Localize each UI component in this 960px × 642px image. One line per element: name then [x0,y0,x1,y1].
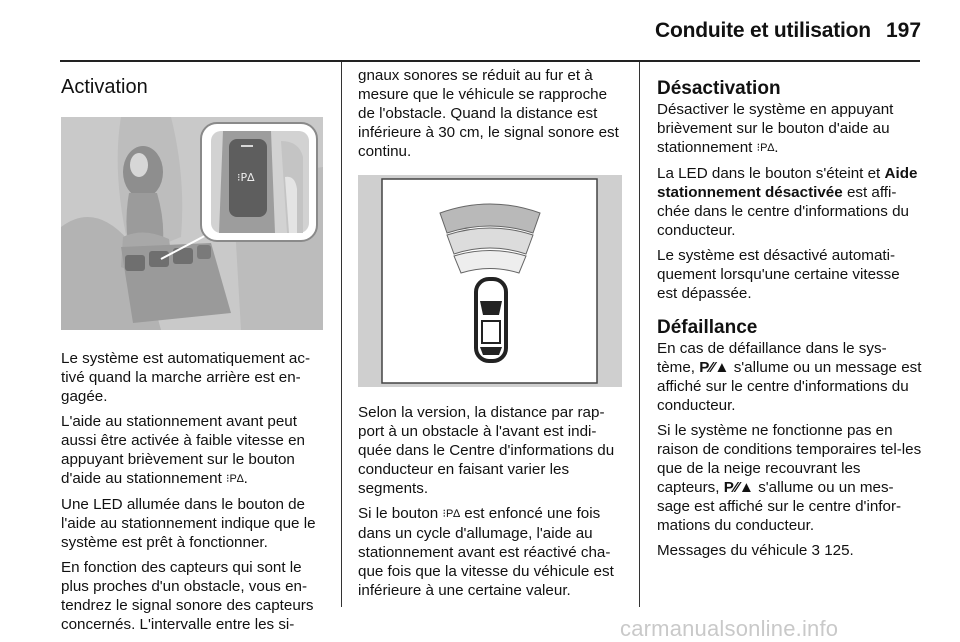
paragraph-auto-activation: Le système est automatiquement ac-tivé quand la marche arrière est en-gagée. [61,350,311,405]
page-number: 197 [886,19,922,42]
svg-text:⁝P∆: ⁝P∆ [237,171,255,184]
paragraph-signal-interval: gnaux sonores se réduit au fur et à mesure que le véhicule se rapproche de l'obstacle. Quand la distance est inférieure à 30 cm, le signal sonore est continu. [358,67,619,160]
section-heading-activation: Activation [61,76,148,98]
paragraph-failure-message: En cas de défaillance dans le sys-tème, P⁄⁄▲ s'allume ou un message est affiché sur le centre d'informations du conducteur. [657,340,922,414]
paragraph-auto-deactivation: Le système est désactivé automati-quement lorsqu'une certaine vitesse est dépassée. [657,247,900,302]
paragraph-deactivate-button: Désactiver le système en appuyant brièvement sur le bouton d'aide au stationnement ⁝P∆. [657,101,894,156]
watermark: carmanualsonline.info [620,616,839,641]
column-divider-1 [341,62,342,607]
column-3 [657,78,923,566]
paragraph-front-activation: L'aide au stationnement avant peut aussi être activée à faible vitesse en appuyant brièvement sur le bouton d'aide au stationnement ⁝P∆. [61,413,305,487]
center-console-illustration [61,117,323,330]
section-heading-failure: Défaillance [657,317,758,338]
page-reference-arrow-icon: 3 [811,542,820,559]
park-assist-warning-icon: P⁄⁄▲ [723,479,754,496]
column-divider-2 [639,62,640,607]
paragraph-temporary-conditions: Si le système ne fonctionne pas en raison de conditions temporaires tel-les que de la neige recouvrant les capteurs, P⁄⁄▲ s'allume ou un mes-sage est affiché sur le centre d'infor-mations du conducteur. [657,422,922,534]
paragraph-led-off: La LED dans le bouton s'éteint et Aide stationnement désactivée est affi-chée dans le centre d'informations du conducteur. [657,165,918,239]
paragraph-reactivation: Si le bouton ⁝P∆ est enfoncé une fois dans un cycle d'allumage, l'aide au stationnement avant est réactivé cha-que fois que la vitesse du véhicule est inférieure à une certaine valeur. [358,505,614,599]
paragraph-sensor-signal: En fonction des capteurs qui sont le plus proches d'un obstacle, vous en-tendrez le signal sonore des capteurs concernés. L'intervalle entre les si- [61,559,314,633]
park-assist-button-icon: ⁝P∆ [442,508,461,520]
header-divider [60,60,920,62]
page-reference-link[interactable]: 125. [824,542,854,559]
section-heading-deactivation: Désactivation [657,78,781,99]
park-assist-warning-icon: P⁄⁄▲ [699,359,730,376]
paragraph-vehicle-messages-ref: Messages du véhicule 3 125. [657,542,854,559]
column-2 [358,66,624,606]
page-header-title: Conduite et utilisation [655,19,871,42]
park-assist-button-icon: ⁝P∆ [226,473,244,485]
paragraph-distance-display: Selon la version, la distance par rap-port à un obstacle à l'avant est indi-quée dans le Centre d'informations du conducteur en faisant varier les segments. [358,404,615,497]
column-1 [61,76,327,640]
park-assist-button-icon: ⁝P∆ [756,142,775,154]
paragraph-led-indicator: Une LED allumée dans le bouton de l'aide au stationnement indique que le système est prêt à fonctionner. [61,496,316,551]
distance-display-illustration [358,175,622,387]
